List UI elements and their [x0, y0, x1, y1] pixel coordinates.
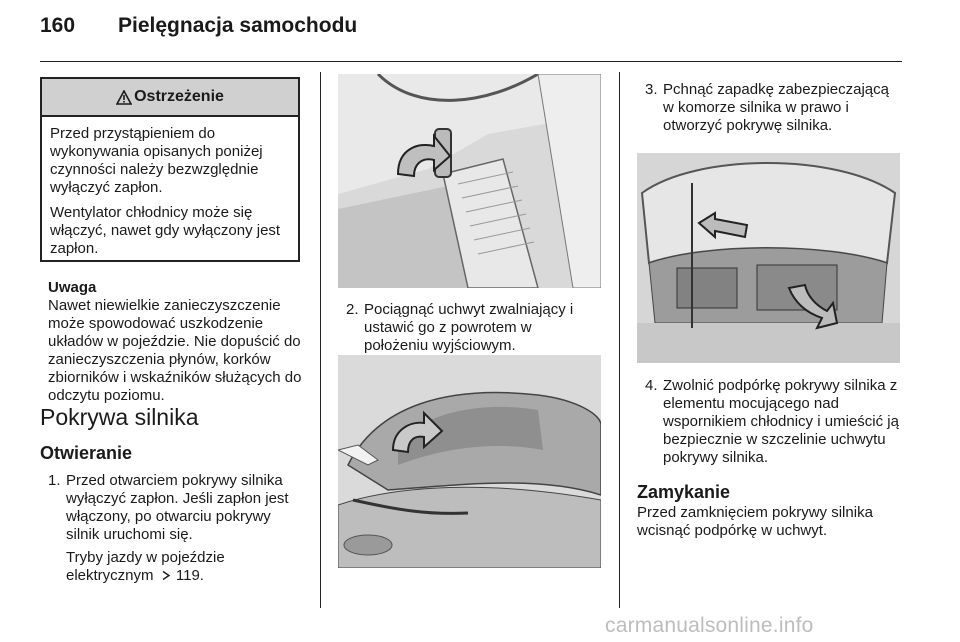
warning-triangle-icon — [116, 90, 132, 105]
release-handle-illustration — [338, 74, 601, 288]
header-rule — [40, 61, 902, 62]
section-title: Pokrywa silnika — [40, 404, 199, 430]
chapter-title: Pielęgnacja samochodu — [118, 14, 358, 37]
step-number: 4. — [645, 377, 658, 394]
warning-paragraph: Przed przystąpieniem do wykonywania opisanych poniżej czynności należy bezwzględnie wyłączyć zapłon. — [50, 125, 263, 196]
page-number: 160 — [40, 14, 76, 37]
step-3 — [645, 81, 897, 135]
closing-title: Zamykanie — [637, 482, 731, 502]
engine-compartment-illustration — [637, 153, 900, 363]
warning-box — [40, 77, 300, 262]
step-text: Pociągnąć uchwyt zwalniający i ustawić go z powrotem w położeniu wyjściowym. — [364, 301, 574, 354]
warning-title: Ostrzeżenie — [134, 88, 224, 105]
warning-paragraph: Wentylator chłodnicy może się włączyć, nawet gdy wyłączony jest zapłon. — [50, 204, 281, 257]
step-2 — [346, 301, 598, 355]
note-label: Uwaga — [48, 279, 97, 296]
step-number: 3. — [645, 81, 658, 98]
step-text: Przed otwarciem pokrywy silnika wyłączyć zapłon. Jeśli zapłon jest włączony, po otwarciu pokrywy silnik uruchomi się. — [66, 472, 289, 543]
column-divider-left — [320, 72, 321, 608]
step-text: Zwolnić podpórkę pokrywy silnika z elementu mocującego nad wspornikiem chłodnicy i umieścić ją bezpiecznie w szczelinie uchwytu pokrywy silnika. — [663, 377, 899, 466]
step-subtext — [66, 549, 306, 585]
step-4 — [645, 377, 900, 467]
page-reference: 119. — [175, 567, 204, 584]
hood-front-illustration — [338, 355, 601, 568]
note-block — [48, 279, 308, 405]
note-text: Nawet niewielkie zanieczyszczenie może spowodować uszkodzenie układów w pojeździe. Nie dopuścić do zanieczyszczenia płynów, korków zbiorników i wskaźników służących do odczytu poziomu. — [48, 297, 302, 404]
column-divider-right — [619, 72, 620, 608]
opening-title: Otwieranie — [40, 443, 133, 463]
step-number: 1. — [48, 472, 61, 489]
page-header — [40, 14, 357, 38]
warning-header — [42, 79, 298, 117]
page-reference-icon — [161, 570, 171, 581]
step-text: Pchnąć zapadkę zabezpieczającą w komorze silnika w prawo i otworzyć pokrywę silnika. — [663, 81, 889, 134]
step-subtext-label: Tryby jazdy w pojeździe elektrycznym — [66, 549, 225, 584]
closing-text: Przed zamknięciem pokrywy silnika wcisnąć podpórkę w uchwyt. — [637, 504, 873, 539]
step-1 — [48, 472, 306, 585]
step-number: 2. — [346, 301, 359, 318]
watermark: carmanualsonline.info — [605, 614, 814, 637]
